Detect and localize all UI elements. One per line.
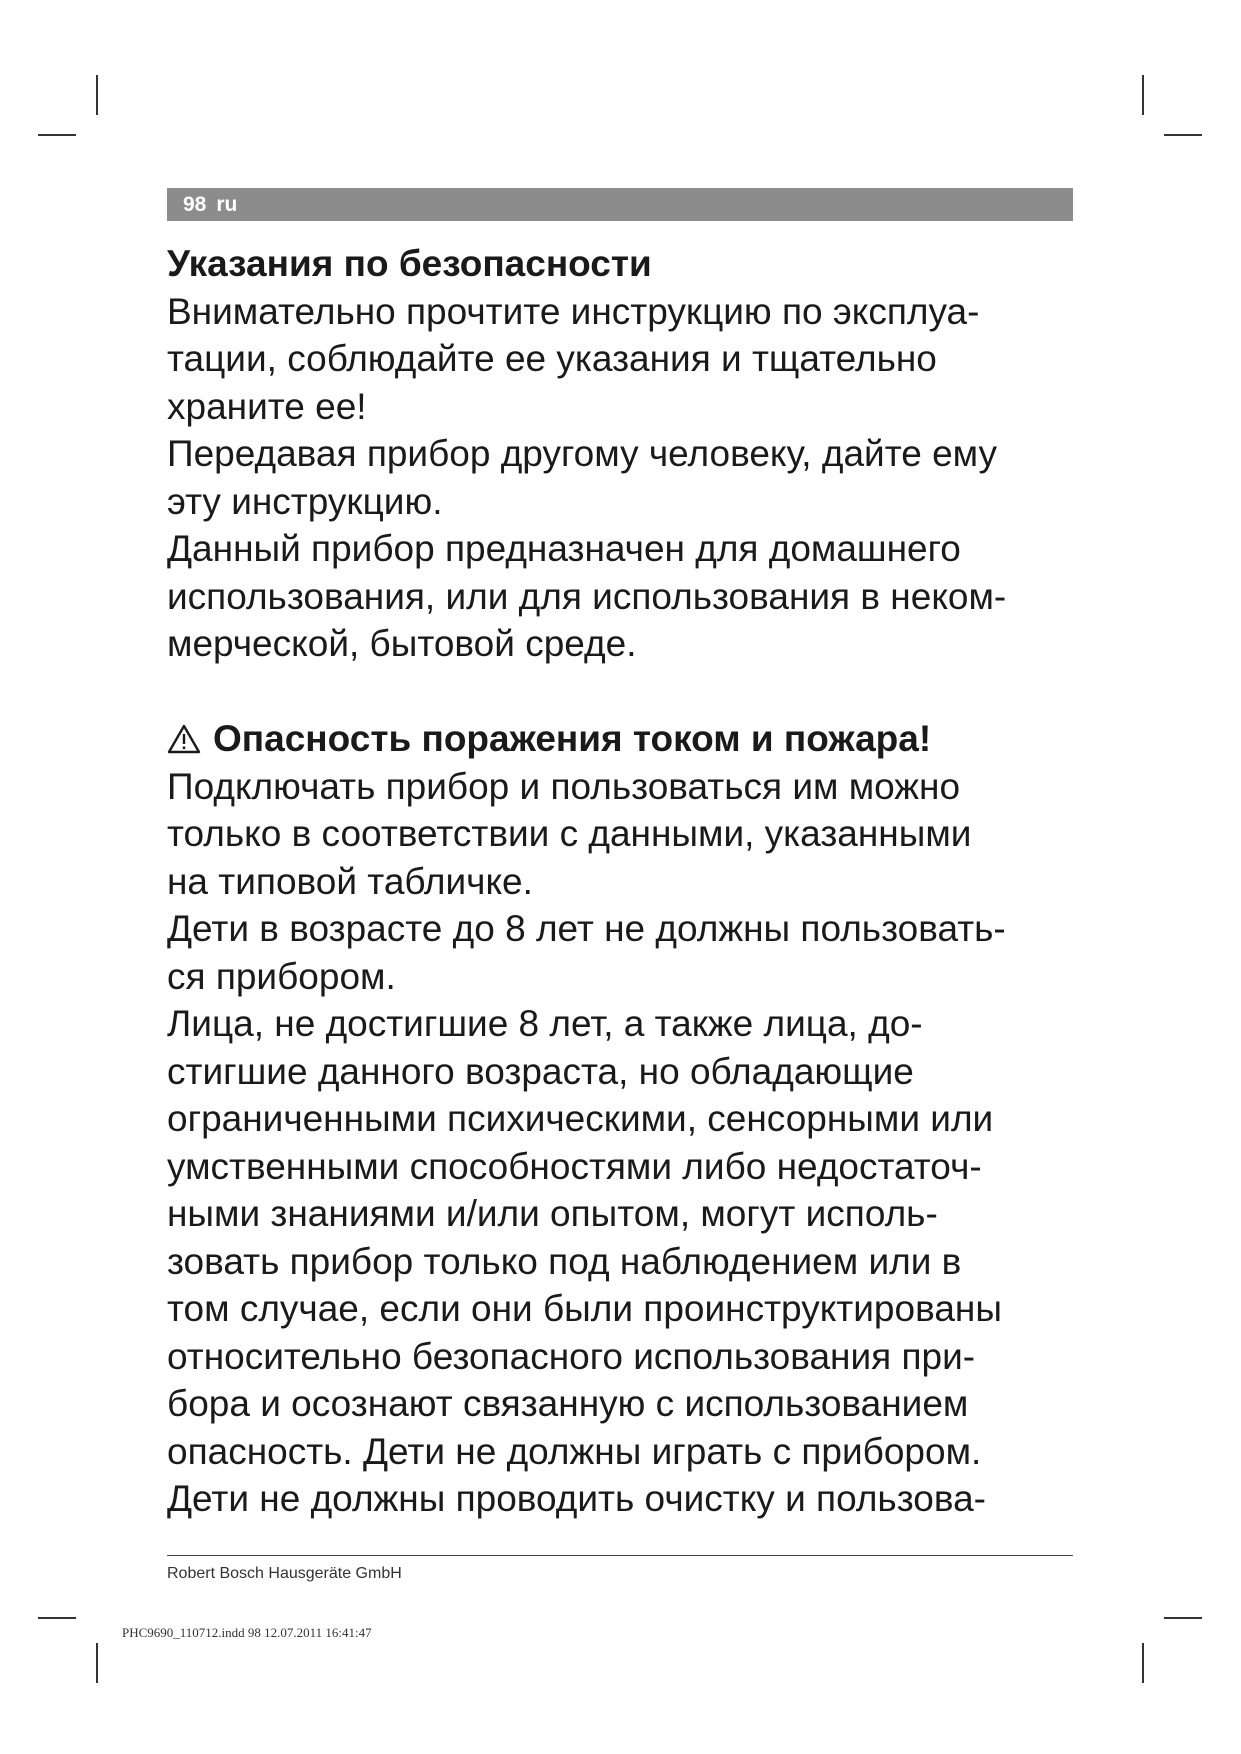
section-spacer [167,668,1087,716]
paragraph-line: том случае, если они были проинструктированы [167,1288,1002,1329]
paragraph-line: тации, соблюдайте ее указания и тщательно [167,338,937,379]
warning-triangle-icon [167,724,201,754]
section-title-safety: Указания по безопасности [167,243,652,284]
paragraph-line: Передавая прибор другому человеку, дайте ему [167,433,998,474]
crop-mark [38,1617,76,1619]
language-code: ru [216,193,238,216]
paragraph-line: бора и осознают связанную с использованием [167,1383,969,1424]
paragraph-line: только в соответствии с данными, указанными [167,813,972,854]
paragraph-line: зовать прибор только под наблюдением или в [167,1240,962,1282]
footer-divider [167,1555,1073,1556]
paragraph-line: храните ее! [167,385,367,427]
paragraph-line: Лица, не достигшие 8 лет, а также лица, до- [167,1003,923,1044]
warning-title-text: Опасность поражения током и пожара! [213,718,932,759]
crop-mark [96,75,98,115]
paragraph-line: относительно безопасного использования при- [167,1335,976,1377]
paragraph-line: эту инструкцию. [167,480,443,522]
crop-mark [96,1643,98,1683]
section-title-warning [167,715,1087,763]
paragraph-line: ограниченными психическими, сенсорными или [167,1098,994,1139]
paragraph-line: использования, или для использования в неком- [167,575,1007,617]
paragraph-line: Внимательно прочтите инструкцию по эксплуа- [167,290,980,332]
crop-mark [1142,1643,1144,1683]
paragraph-line: ными знаниями и/или опытом, могут исполь- [167,1193,938,1234]
paragraph-line: Подключать прибор и пользоваться им можно [167,765,961,807]
crop-mark [1164,134,1202,136]
paragraph-line: Данный прибор предназначен для домашнего [167,528,961,569]
paragraph-line: Дети не должны проводить очистку и пользова- [167,1478,986,1519]
page-content [167,240,1087,1523]
crop-mark [1142,75,1144,115]
paragraph-line: ся прибором. [167,955,396,997]
paragraph-line: Дети в возрасте до 8 лет не должны пользовать- [167,908,1006,949]
paragraph-line: опасность. Дети не должны играть с прибором. [167,1430,982,1472]
paragraph-line: мерческой, бытовой среде. [167,623,637,664]
crop-mark [1164,1617,1202,1619]
paragraph-line: умственными способностями либо недостаточ- [167,1145,982,1187]
footer-company: Robert Bosch Hausgeräte GmbH [167,1565,402,1582]
page-number: 98 [183,193,207,216]
page-header-bar [167,188,1073,221]
paragraph-line: на типовой табличке. [167,860,533,902]
paragraph-line: стигшие данного возраста, но обладающие [167,1050,914,1092]
print-slug: PHC9690_110712.indd 98 12.07.2011 16:41:47 [122,1625,372,1640]
crop-mark [38,134,76,136]
